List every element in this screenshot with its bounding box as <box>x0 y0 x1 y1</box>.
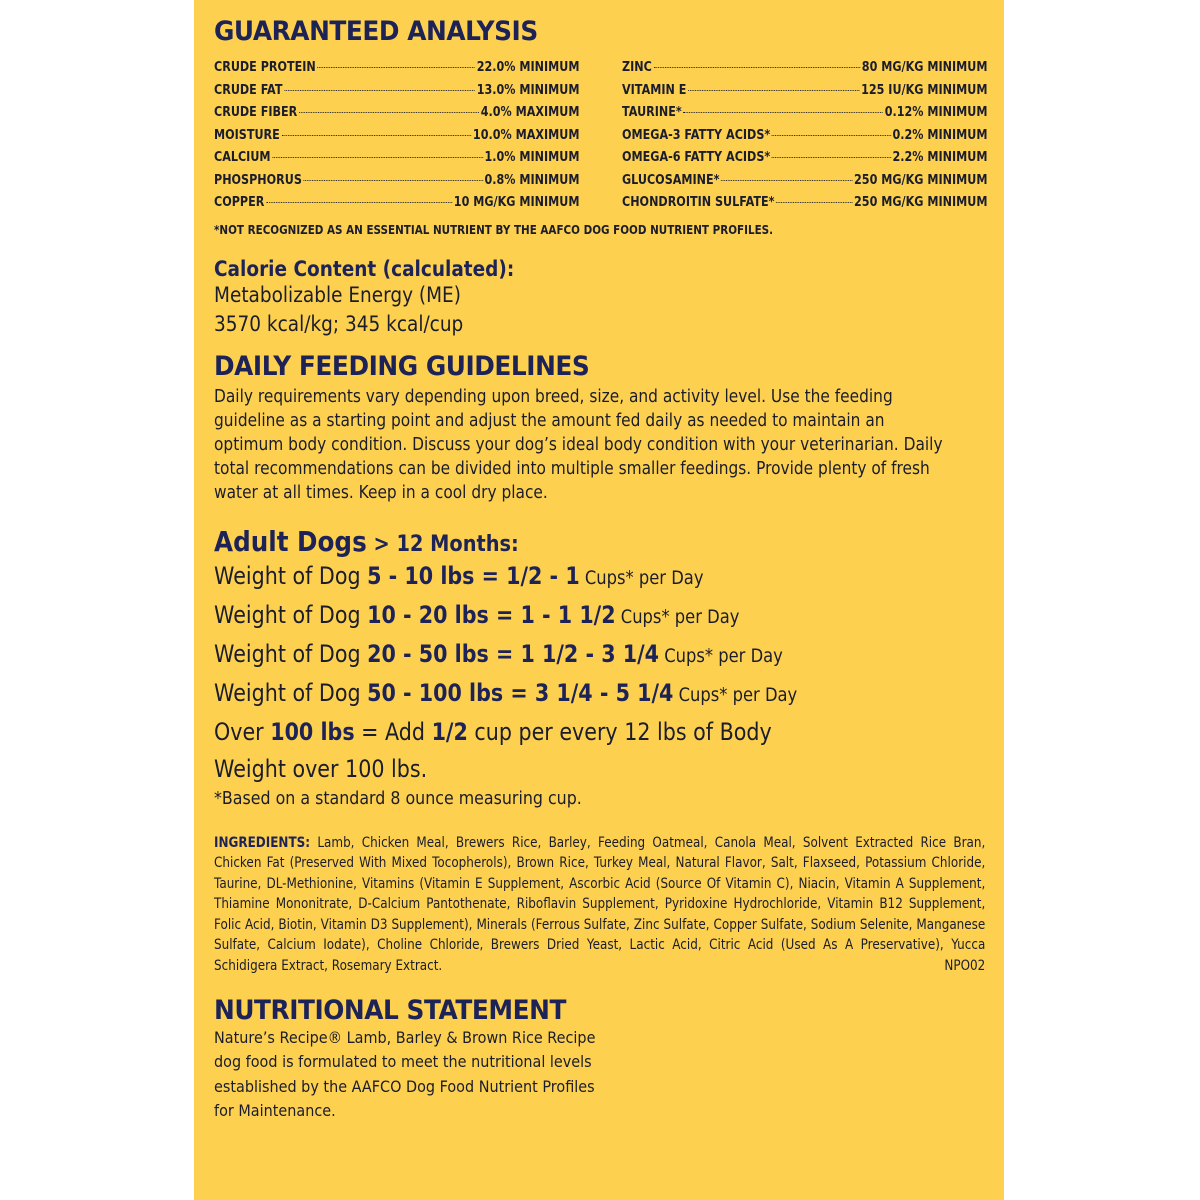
dot-leader <box>721 180 852 181</box>
ga-row <box>622 57 988 80</box>
over-amount: 1/2 <box>431 717 468 746</box>
nutrient-name: OMEGA-3 FATTY ACIDS* <box>622 127 771 143</box>
dot-leader <box>772 157 891 158</box>
feeding-row <box>214 636 878 675</box>
nutrient-name: CRUDE PROTEIN <box>214 60 316 75</box>
nutrient-value: 10 MG/KG MINIMUM <box>453 195 580 210</box>
dot-leader <box>282 135 472 136</box>
nutrient-value: 4.0% MAXIMUM <box>480 105 580 120</box>
calorie-values: 3570 kcal/kg; 345 kcal/cup <box>214 311 464 336</box>
feeding-row <box>214 675 878 714</box>
ga-row <box>214 147 580 170</box>
dot-leader <box>266 202 452 203</box>
dot-leader <box>304 180 483 181</box>
nutrient-value: 250 MG/KG MINIMUM <box>854 195 988 210</box>
over-text: Over <box>214 717 271 746</box>
feeding-prefix: Weight of Dog <box>214 678 368 707</box>
ga-row <box>622 192 988 215</box>
feeding-row-over-100-cont: Weight over 100 lbs. <box>214 754 428 783</box>
over-weight: 100 lbs <box>270 717 355 746</box>
dot-leader <box>688 90 859 91</box>
ga-row <box>214 125 580 148</box>
daily-feeding-title: DAILY FEEDING GUIDELINES <box>214 350 590 382</box>
guaranteed-analysis-title: GUARANTEED ANALYSIS <box>214 16 538 47</box>
feeding-suffix: Cups* per Day <box>659 644 783 667</box>
product-code: NPO02 <box>944 958 986 975</box>
dot-leader <box>776 202 852 203</box>
ingredients-list: Lamb, Chicken Meal, Brewers Rice, Barley, Feeding Oatmeal, Canola Meal, Solvent Extracted Rice Bran, Chicken Fat (Preserved With Mixed Tocopherols), Brown Rice, Turkey Meal, Natural Flavor, Salt, Flaxseed, Potassium Chloride, Taurine, DL-Methionine, Vitamins (Vitamin E Supplement, Ascorbic Acid (Source Of Vitamin C), Niacin, Vitamin A Supplement, Thiamine Mononitrate, D-Calcium Pantothenate, Riboflavin Supplement, Pyridoxine Hydrochloride, Vitamin B12 Supplement, Folic Acid, Biotin, Vitamin D3 Supplement), Minerals (Ferrous Sulfate, Zinc Sulfate, Copper Sulfate, Sodium Selenite, Manganese Sulfate, Calcium Iodate), Choline Chloride, Brewers Dried Yeast, Lactic Acid, Citric Acid (Used As A Preservative), Yucca Schidigera Extract, Rosemary Extract. <box>214 834 986 975</box>
nutrient-value: 10.0% MAXIMUM <box>472 127 580 143</box>
ga-row <box>622 147 988 170</box>
feeding-prefix: Weight of Dog <box>214 639 368 668</box>
nutrient-name: PHOSPHORUS <box>214 172 302 188</box>
calorie-energy-label: Metabolizable Energy (ME) <box>214 282 461 307</box>
ingredients-block <box>214 833 985 977</box>
nutrient-name: GLUCOSAMINE* <box>622 172 720 188</box>
statement-line: dog food is formulated to meet the nutritional levels <box>214 1052 592 1072</box>
ga-row <box>214 192 580 215</box>
nutrient-name: OMEGA-6 FATTY ACIDS* <box>622 150 771 165</box>
nutritional-statement-body <box>214 1026 646 1124</box>
feeding-row <box>214 597 878 636</box>
feeding-suffix: Cups* per Day <box>673 683 798 706</box>
nutrient-value: 0.2% MINIMUM <box>892 127 988 143</box>
nutrient-value: 80 MG/KG MINIMUM <box>861 60 988 75</box>
feeding-range: 5 - 10 lbs = 1/2 - 1 <box>367 561 580 590</box>
ga-row <box>622 170 988 193</box>
dot-leader <box>284 90 475 91</box>
feeding-range: 50 - 100 lbs = 3 1/4 - 5 1/4 <box>367 678 674 707</box>
feeding-suffix: Cups* per Day <box>579 566 704 589</box>
dot-leader <box>683 112 882 113</box>
ga-row <box>622 102 988 125</box>
nutrient-value: 0.8% MINIMUM <box>484 172 580 188</box>
feeding-row-over-100 <box>214 714 878 751</box>
over-text: = Add <box>354 717 432 746</box>
nutrient-name: ZINC <box>622 60 652 75</box>
dot-leader <box>654 67 861 68</box>
feeding-row <box>214 558 878 597</box>
adult-dogs-age: > 12 Months: <box>366 531 519 557</box>
dot-leader <box>772 135 891 136</box>
ga-row <box>622 125 988 148</box>
ingredients-label: INGREDIENTS: <box>214 834 311 851</box>
nutrient-value: 13.0% MINIMUM <box>476 82 580 98</box>
ga-row <box>622 80 988 103</box>
nutritional-statement-title: NUTRITIONAL STATEMENT <box>214 994 566 1026</box>
ga-row <box>214 57 580 80</box>
nutrient-value: 0.12% MINIMUM <box>884 105 988 120</box>
feeding-suffix: Cups* per Day <box>615 605 740 628</box>
nutrient-name: CRUDE FAT <box>214 82 283 98</box>
nutrition-label-panel <box>194 0 1004 1200</box>
dot-leader <box>318 67 475 68</box>
feeding-prefix: Weight of Dog <box>214 561 368 590</box>
calorie-content-title: Calorie Content (calculated): <box>214 256 515 281</box>
nutrient-name: CRUDE FIBER <box>214 105 298 120</box>
nutrient-value: 22.0% MINIMUM <box>476 60 580 75</box>
nutrient-name: COPPER <box>214 195 265 210</box>
ga-row <box>214 170 580 193</box>
nutrient-value: 2.2% MINIMUM <box>892 150 988 165</box>
nutrient-name: TAURINE* <box>622 105 682 120</box>
guaranteed-analysis-table <box>214 57 986 215</box>
measuring-cup-footnote: *Based on a standard 8 ounce measuring cup. <box>214 787 582 809</box>
dot-leader <box>299 112 479 113</box>
dot-leader <box>272 157 482 158</box>
nutrient-value: 125 IU/KG MINIMUM <box>861 82 988 98</box>
nutrient-name: VITAMIN E <box>622 82 687 98</box>
feeding-prefix: Weight of Dog <box>214 600 368 629</box>
statement-line: established by the AAFCO Dog Food Nutrient Profiles <box>214 1076 595 1096</box>
ga-row <box>214 102 580 125</box>
nutrient-name: CHONDROITIN SULFATE* <box>622 195 775 210</box>
ga-row <box>214 80 580 103</box>
daily-feeding-body: Daily requirements vary depending upon breed, size, and activity level. Use the feeding guideline as a starting point and adjust the amount fed daily as needed to maintain an optimum body condition. Discuss your dog’s ideal body condition with your veterinarian. Daily total recommendations can be divided into multiple smaller feedings. Provide plenty of fresh water at all times. Keep in a cool dry place. <box>214 386 943 503</box>
adult-dogs-title <box>214 525 893 558</box>
feeding-range: 20 - 50 lbs = 1 1/2 - 3 1/4 <box>367 639 660 668</box>
aafco-footnote: *NOT RECOGNIZED AS AN ESSENTIAL NUTRIENT BY THE AAFCO DOG FOOD NUTRIENT PROFILES. <box>214 221 774 237</box>
over-text: cup per every 12 lbs of Body <box>467 717 772 746</box>
feeding-range: 10 - 20 lbs = 1 - 1 1/2 <box>367 600 616 629</box>
statement-line: Nature’s Recipe® Lamb, Barley & Brown Rice Recipe <box>214 1027 596 1047</box>
nutrient-name: CALCIUM <box>214 150 271 165</box>
nutrient-value: 1.0% MINIMUM <box>484 150 580 165</box>
ga-right-column <box>622 57 988 215</box>
nutrient-name: MOISTURE <box>214 127 280 143</box>
adult-dogs-label: Adult Dogs <box>214 524 367 558</box>
ga-left-column <box>214 57 580 215</box>
statement-line: for Maintenance. <box>214 1101 336 1121</box>
nutrient-value: 250 MG/KG MINIMUM <box>854 172 988 188</box>
